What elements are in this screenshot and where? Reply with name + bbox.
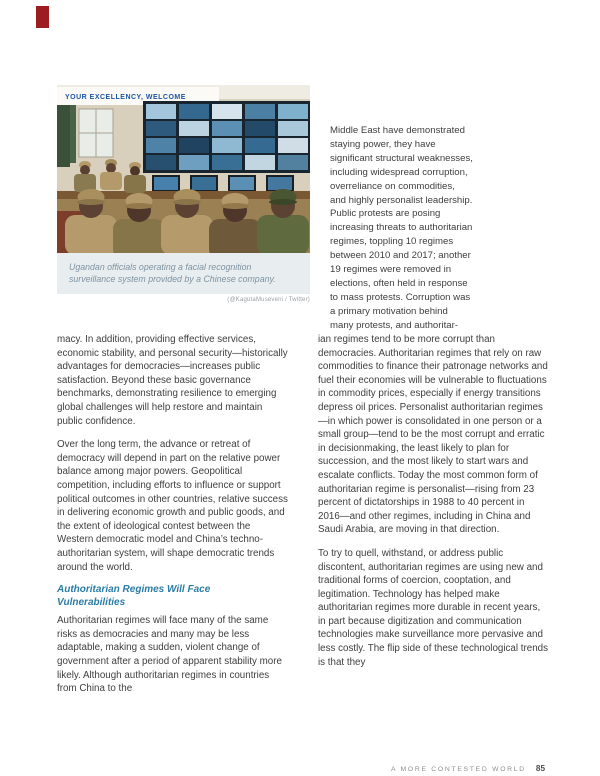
photo-surveillance-room (57, 85, 310, 253)
banner-text: YOUR EXCELLENCY, WELCOME (65, 94, 186, 101)
paragraph: Authoritarian regimes will face many of the same risks as democracies and many may be less adaptable, making a sudden, violent change of government after a period of apparent stability more likely. Although authoritarian regimes in countries from China to the (57, 615, 282, 695)
page-footer (391, 764, 545, 773)
paragraph: ian regimes tend to be more corrupt than democracies. Authoritarian regimes that rely on raw commodities to finance their patronage networks and fuel their economies will be vulnerable to fluctuations in commodity prices, especially if energy transitions depress oil prices. Personalist authoritarian regimes—in which power is consolidated in one person or a small group—tend to be the most corrupt and erratic in decisionmaking, the least likely to plan for succession, and the most likely to start wars and escalate conflicts. Today the most common form of authoritarian regime is personalist—rising from 23 percent of dictatorships in 1988 to 40 percent in 2016—and other regimes, including in China and Saudi Arabia, are moving in that direction. (318, 334, 548, 536)
figure-caption (57, 253, 310, 294)
chapter-color-tab (36, 6, 49, 28)
right-column-beside-image (330, 124, 473, 333)
photo-illustration (57, 85, 310, 253)
right-column (318, 333, 548, 679)
figure-caption-text: Ugandan officials operating a facial recognition surveillance system provided by a Chinese company. (69, 262, 276, 285)
left-column (57, 333, 289, 706)
figure-credit: (@KagutaMuseveni / Twitter) (227, 297, 310, 304)
paragraph: macy. In addition, providing effective services, economic stability, and personal security—historically advantages for democracies—increases public satisfaction. Beyond these basic governance benchmarks, demonstrating resilience to emerging global challenges will help restore and maintain public confidence. (57, 334, 288, 427)
figure-block (57, 85, 310, 303)
footer-section-title: A MORE CONTESTED WORLD (391, 766, 526, 773)
paragraph: Middle East have demonstrated staying power, they have significant structural weaknesses, including widespread corruption, overreliance on commodities, and highly personalist leadership. Public protests are posing increasing threats to authoritarian regimes, toppling 10 regimes between 2010 and 2017; another 19 regimes were removed in elections, often held in response to mass protests. Corruption was a primary motivation behind many protests, and authoritar- (330, 125, 473, 331)
paragraph: To try to quell, withstand, or address public discontent, authoritarian regimes are using new and traditional forms of coercion, cooptation, and legitimation. Technology has helped make authoritarian regimes more durable in recent years, in part because digitization and communication technologies make surveillance more pervasive and less costly. The flip side of these technological trends is that they (318, 547, 548, 668)
paragraph: Over the long term, the advance or retreat of democracy will depend in part on the relative power balance among major powers. Geopolitical competition, including efforts to influence or support political outcomes in other countries, relative success in delivering economic growth and public goods, and the extent of ideological contest between the Western democratic model and China’s techno-authoritarian system, will shape democratic trends around the world. (57, 439, 288, 573)
section-heading: Authoritarian Regimes Will Face Vulnerabilities (57, 584, 211, 608)
page-number: 85 (535, 764, 545, 773)
